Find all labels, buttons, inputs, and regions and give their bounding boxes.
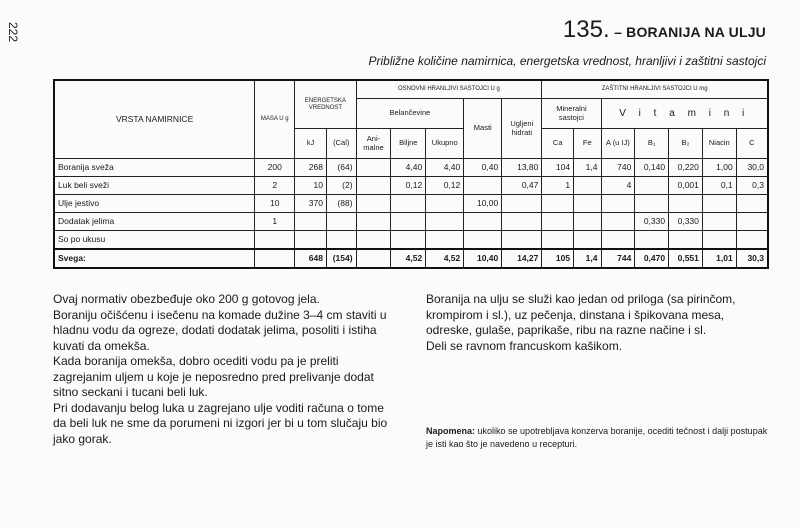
cell-c	[736, 213, 768, 231]
cell-c: 30,3	[736, 249, 768, 268]
cell-fe	[574, 231, 601, 250]
cell-carbs: 14,27	[502, 249, 542, 268]
header-protective-nutrients: ZAŠTITNI HRANLJIVI SASTOJCI U mg	[542, 80, 768, 99]
paragraph: Ovaj normativ obezbeđuje oko 200 g gotovog jela.	[53, 292, 320, 306]
cell-animal	[356, 231, 391, 250]
cell-mass: 2	[255, 177, 295, 195]
cell-a	[601, 195, 635, 213]
header-vitamins: V i t a m i n i	[601, 99, 768, 129]
cell-carbs	[502, 213, 542, 231]
cell-cal: (88)	[326, 195, 356, 213]
cell-b2	[669, 195, 703, 213]
cell-niacin	[702, 195, 736, 213]
table-row	[54, 195, 768, 213]
header-ca: Ca	[542, 129, 574, 159]
page-number: 222	[6, 22, 20, 43]
cell-cal: (2)	[326, 177, 356, 195]
cell-a: 4	[601, 177, 635, 195]
header-vit-b1: B₁	[635, 129, 669, 159]
cell-kj: 268	[295, 159, 327, 177]
header-animal: Ani-malne	[356, 129, 391, 159]
paragraph: Kada boranija omekša, dobro oceditі vodu pa je preliti zagrejanim uljem u koje je neposredno pred prelivanje dodat sitno seckani i tucani beli luk.	[53, 354, 374, 399]
cell-fat: 10,40	[464, 249, 502, 268]
cell-niacin	[702, 231, 736, 250]
header-minerals: Mineralni sastojci	[542, 99, 601, 129]
recipe-number: 135.	[562, 16, 610, 43]
cell-name: Dodatak jelima	[54, 213, 255, 231]
cell-ca: 1	[542, 177, 574, 195]
cell-total: 4,52	[426, 249, 464, 268]
cell-ca: 105	[542, 249, 574, 268]
cell-kj: 648	[295, 249, 327, 268]
note	[426, 425, 771, 451]
cell-animal	[356, 249, 391, 268]
cell-name: Ulje jestivo	[54, 195, 255, 213]
serving-text	[426, 292, 771, 354]
cell-total	[426, 195, 464, 213]
cell-fe	[574, 177, 601, 195]
cell-b1	[635, 231, 669, 250]
cell-b1	[635, 195, 669, 213]
cell-mass: 200	[255, 159, 295, 177]
header-plant: Biljne	[391, 129, 426, 159]
cell-fat	[464, 231, 502, 250]
cell-b1: 0,330	[635, 213, 669, 231]
cell-total	[426, 213, 464, 231]
paragraph: Boraniju očišćenu i isečenu na komade dužine 3–4 cm staviti u hladnu vodu da ogreze, dodati dodatak jelima, posoliti i istiha kuvati da omekša.	[53, 307, 387, 353]
header-total: Ukupno	[426, 129, 464, 159]
cell-animal	[356, 195, 391, 213]
cell-fe: 1,4	[574, 159, 601, 177]
note-label: Napomena:	[426, 426, 476, 436]
table-row	[54, 231, 768, 250]
table-row	[54, 159, 768, 177]
cell-c	[736, 195, 768, 213]
header-proteins: Belančevine	[356, 99, 464, 129]
table-subtitle: Približne količine namirnica, energetska vrednost, hranljivi i zaštitni sastojci	[368, 54, 766, 68]
cell-total	[426, 231, 464, 250]
header-vit-c: C	[736, 129, 768, 159]
cell-carbs: 13,80	[502, 159, 542, 177]
cell-c: 0,3	[736, 177, 768, 195]
cell-mass: 10	[255, 195, 295, 213]
cell-fe	[574, 213, 601, 231]
cell-carbs: 0,47	[502, 177, 542, 195]
cell-plant	[391, 195, 426, 213]
cell-ca	[542, 231, 574, 250]
nutrition-table	[53, 79, 769, 269]
cell-cal: (154)	[326, 249, 356, 268]
cell-plant	[391, 213, 426, 231]
cell-fe: 1,4	[574, 249, 601, 268]
paragraph: Boranija na ulju se služi kao jedan od priloga (sa pirinčom, krompirom i sl.), uz pečenja, dinstana i špikovana mesa, odreske, gulaše, paprikaše, ribu na razne načine i sl.	[426, 292, 736, 337]
header-cal: (Cal)	[326, 129, 356, 159]
cell-plant: 4,52	[391, 249, 426, 268]
cell-fat	[464, 177, 502, 195]
cell-fat: 0,40	[464, 159, 502, 177]
header-vit-b2: B₂	[669, 129, 703, 159]
preparation-text	[53, 292, 398, 447]
paragraph: Deli se ravnom francuskom kašikom.	[426, 338, 623, 353]
cell-b1	[635, 177, 669, 195]
paragraph: Pri dodavanju belog luka u zagrejano ulje voditi računa o tome da beli luk ne sme da porumeni ni izgori jer bi u tom slučaju bio jako gorak.	[53, 400, 388, 446]
cell-plant: 4,40	[391, 159, 426, 177]
cell-kj	[295, 231, 327, 250]
cell-plant	[391, 231, 426, 250]
table-row	[54, 213, 768, 231]
cell-name: Boranija sveža	[54, 159, 255, 177]
cell-a: 740	[601, 159, 635, 177]
cell-ca	[542, 213, 574, 231]
header-carbs: Ugljeni hidrati	[502, 99, 542, 159]
cell-b2: 0,220	[669, 159, 703, 177]
cell-carbs	[502, 195, 542, 213]
cell-cal	[326, 213, 356, 231]
note-text: ukoliko se upotrebljava konzerva boranije, oceditі tečnost i dalji postupak je isti kao što je navedeno u recepturi.	[426, 426, 768, 449]
cell-animal	[356, 177, 391, 195]
cell-a: 744	[601, 249, 635, 268]
header-niacin: Niacin	[702, 129, 736, 159]
total-row	[54, 249, 768, 268]
recipe-title	[563, 16, 766, 44]
cell-c: 30,0	[736, 159, 768, 177]
recipe-name: – BORANIJA NA ULJU	[614, 24, 766, 40]
header-energy: ENERGETSKA VREDNOST	[295, 80, 356, 129]
header-mass: MASA U g	[255, 80, 295, 159]
cell-fe	[574, 195, 601, 213]
cell-animal	[356, 213, 391, 231]
header-fe: Fe	[574, 129, 601, 159]
cell-a	[601, 213, 635, 231]
cell-name: Svega:	[54, 249, 255, 268]
cell-name: So po ukusu	[54, 231, 255, 250]
table-row	[54, 177, 768, 195]
cell-cal: (64)	[326, 159, 356, 177]
cell-name: Luk beli sveži	[54, 177, 255, 195]
cell-ca: 104	[542, 159, 574, 177]
cell-carbs	[502, 231, 542, 250]
cell-niacin: 1,00	[702, 159, 736, 177]
cell-niacin: 0,1	[702, 177, 736, 195]
cell-animal	[356, 159, 391, 177]
cell-fat: 10,00	[464, 195, 502, 213]
header-fat: Masti	[464, 99, 502, 159]
cell-b2: 0,551	[669, 249, 703, 268]
cell-b2: 0,330	[669, 213, 703, 231]
cell-b1: 0,470	[635, 249, 669, 268]
cell-mass	[255, 249, 295, 268]
cell-a	[601, 231, 635, 250]
cell-kj	[295, 213, 327, 231]
header-kj: kJ	[295, 129, 327, 159]
cell-c	[736, 231, 768, 250]
cell-mass: 1	[255, 213, 295, 231]
header-item: VRSTA NAMIRNICE	[54, 80, 255, 159]
cell-niacin: 1,01	[702, 249, 736, 268]
cell-total: 4,40	[426, 159, 464, 177]
header-basic-nutrients: OSNOVNI HRANLJIVI SASTOJCI U g	[356, 80, 542, 99]
header-vit-a: A (u IJ)	[601, 129, 635, 159]
cell-cal	[326, 231, 356, 250]
cell-plant: 0,12	[391, 177, 426, 195]
cell-kj: 10	[295, 177, 327, 195]
cell-ca	[542, 195, 574, 213]
cell-kj: 370	[295, 195, 327, 213]
cell-b1: 0,140	[635, 159, 669, 177]
cell-b2	[669, 231, 703, 250]
cell-mass	[255, 231, 295, 250]
cell-niacin	[702, 213, 736, 231]
cell-b2: 0,001	[669, 177, 703, 195]
cell-total: 0,12	[426, 177, 464, 195]
cell-fat	[464, 213, 502, 231]
